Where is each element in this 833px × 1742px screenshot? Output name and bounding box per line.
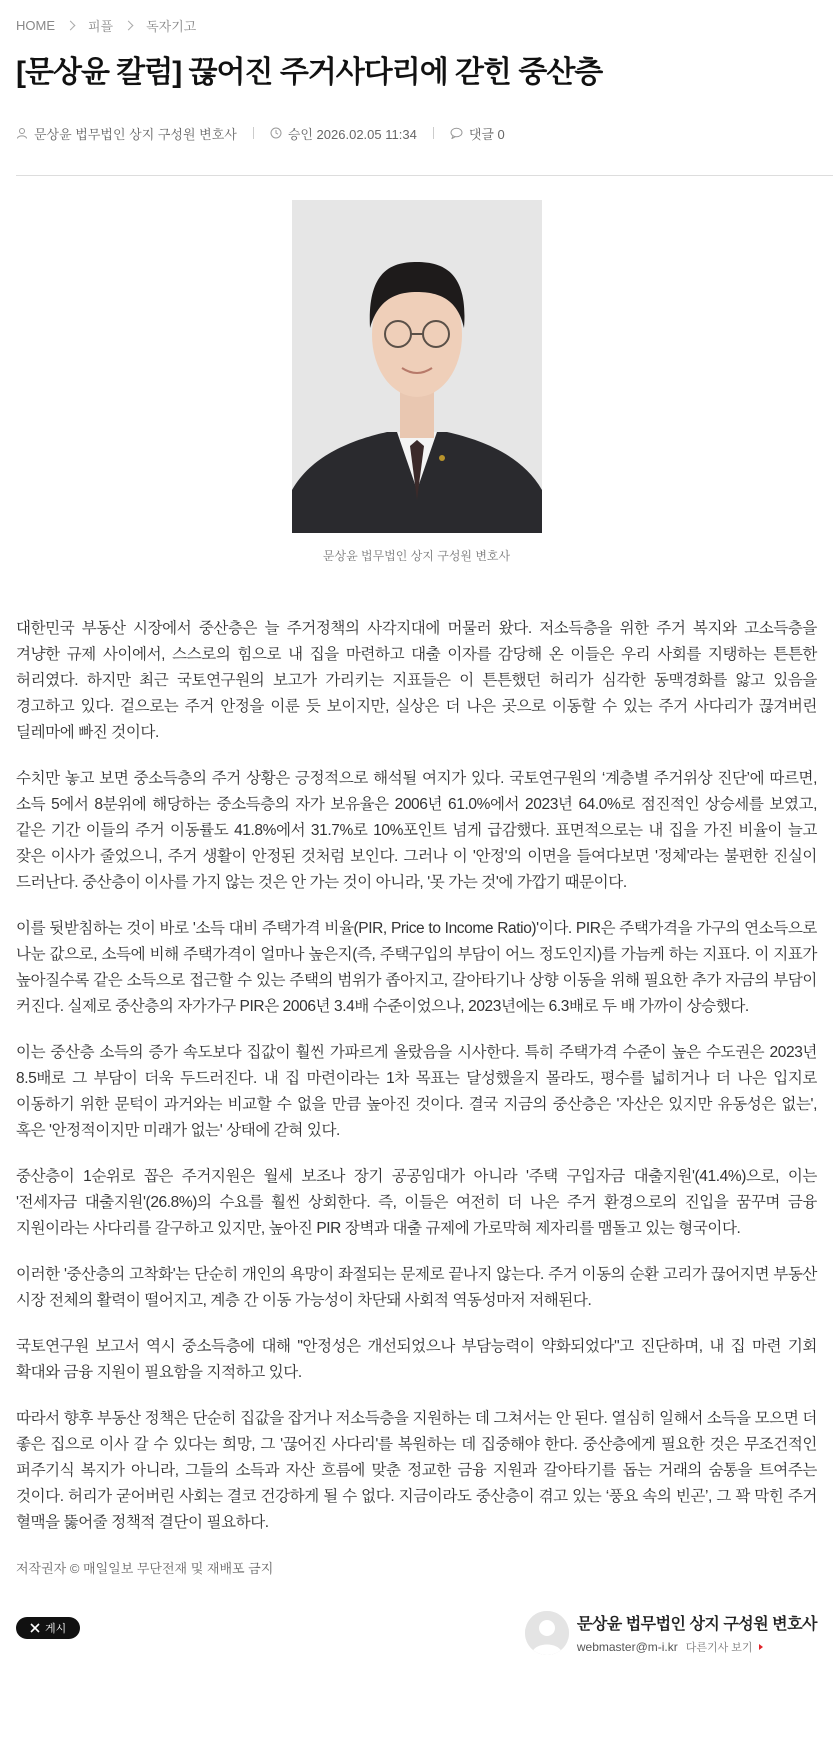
- meta-date: [270, 124, 417, 143]
- breadcrumb-section[interactable]: 피플: [88, 18, 114, 34]
- photo-caption: 문상윤 법무법인 상지 구성원 변호사: [322, 549, 511, 563]
- more-articles-label: 다른기사 보기: [685, 1642, 753, 1654]
- meta-divider: [433, 127, 434, 139]
- article-paragraph: 국토연구원 보고서 역시 중소득층에 대해 "안정성은 개선되었으나 부담능력이 약화되었다"고 진단하며, 내 집 마련 기회 확대와 금융 지원이 필요함을 지적하고 있다.: [16, 1338, 817, 1381]
- header-divider: [16, 175, 833, 176]
- footer-author-name: 문상윤 법무법인 상지 구성원 변호사: [576, 1616, 817, 1633]
- article-paragraph: 이는 중산층 소득의 증가 속도보다 집값이 훨씬 가파르게 올랐음을 시사한다. 특히 주택가격 수준이 높은 수도권은 2023년 8.5배로 그 부담이 더욱 두드러진다. 내 집 마련이라는 1차 목표는 달성했을지 몰라도, 평수를 넓히거나 더 나은 입지로 이동하기 위한 문턱이 과거와는 비교할 수 없을 만큼 높아진 것이다. 결국 지금의 중산층은 '자산은 있지만 유동성은 없는', 혹은 '안정적이지만 미래가 없는' 상태에 갇혀 있다.: [16, 1044, 817, 1139]
- article-paragraph: 이를 뒷받침하는 것이 바로 '소득 대비 주택가격 비율(PIR, Price to Income Ratio)'이다. PIR은 주택가격을 가구의 연소득으로 나눈 값으로, 소득에 비해 주택가격이 얼마나 높은지(즉, 주택구입의 부담이 어느 정도인지)를 가늠케 하는 지표다. 이 지표가 높아질수록 같은 소득으로 접근할 수 있는 주택의 범위가 좁아지고, 갈아타기나 상향 이동을 위해 필요한 추가 자금의 부담이 커진다. 실제로 중산층의 자가가구 PIR은 2006년 3.4배 수준이었으나, 2023년에는 6.3배로 두 배 가까이 상승했다.: [16, 920, 817, 1015]
- chevron-right-icon: [124, 20, 134, 30]
- author-avatar: [525, 1611, 569, 1655]
- breadcrumb: [16, 13, 817, 37]
- article-paragraph: 대한민국 부동산 시장에서 중산층은 늘 주거정책의 사각지대에 머물러 왔다. 저소득층을 위한 주거 복지와 고소득층을 겨냥한 규제 사이에서, 스스로의 힘으로 내 집을 마련하고 대출 이자를 감당해 온 이들은 우리 사회를 지탱하는 튼튼한 허리였다. 하지만 최근 국토연구원의 보고가 가리키는 지표들은 이 튼튼했던 허리가 심각한 동맥경화를 앓고 있음을 경고하고 있다. 겉으로는 주거 안정을 이룬 듯 보이지만, 실상은 더 나은 곳으로 이동할 수 있는 주거 사다리가 끊겨버린 딜레마에 빠진 것이다.: [16, 620, 817, 741]
- article-title: [문상윤 칼럼] 끊어진 주거사다리에 갇힌 중산층: [16, 56, 603, 89]
- article-paragraph: 이러한 '중산층의 고착화'는 단순히 개인의 욕망이 좌절되는 문제로 끝나지 않는다. 주거 이동의 순환 고리가 끊어지면 부동산 시장 전체의 활력이 떨어지고, 계층 간 이동 가능성이 차단돼 사회적 역동성마저 저해된다.: [16, 1266, 817, 1309]
- x-share-label: 게시: [45, 1623, 67, 1635]
- article-body: [16, 616, 817, 1536]
- chevron-right-icon: [66, 20, 76, 30]
- comment-icon: [450, 127, 463, 139]
- article-meta: [16, 121, 817, 145]
- x-logo-icon: [30, 1623, 40, 1633]
- author-info: [577, 1611, 817, 1655]
- meta-divider: [253, 127, 254, 139]
- more-articles-link[interactable]: [686, 1639, 763, 1655]
- author-contact: [577, 1639, 817, 1655]
- author-box: [525, 1611, 817, 1655]
- breadcrumb-subsection[interactable]: 독자기고: [146, 18, 197, 34]
- user-icon: [16, 127, 28, 139]
- article-figure: [16, 200, 817, 564]
- copyright-notice: 저작권자 © 매일일보 무단전재 및 재배포 금지: [16, 1561, 274, 1576]
- x-share-button[interactable]: [16, 1617, 80, 1639]
- article-paragraph: 따라서 향후 부동산 정책은 단순히 집값을 잡거나 저소득층을 지원하는 데 그쳐서는 안 된다. 열심히 일해서 소득을 모으면 더 좋은 집으로 이사 갈 수 있다는 희망, 그 '끊어진 사다리'를 복원하는 데 집중해야 한다. 중산층에게 필요한 것은 무조건적인 퍼주기식 복지가 아니라, 그들의 소득과 자산 흐름에 맞춘 정교한 금융 지원과 갈아타기를 돕는 거래의 숨통을 트여주는 것이다. 허리가 굳어버린 사회는 결코 건강하게 될 수 없다. 지금이라도 중산층이 겪고 있는 ‘풍요 속의 빈곤’, 그 꽉 막힌 주거 혈맥을 뚫어줄 정책적 결단이 필요하다.: [16, 1410, 817, 1531]
- comment-count[interactable]: 댓글 0: [468, 126, 505, 142]
- author-email[interactable]: webmaster@m-i.kr: [576, 1640, 678, 1654]
- article-paragraph: 수치만 놓고 보면 중소득층의 주거 상황은 긍정적으로 해석될 여지가 있다. 국토연구원의 ‘계층별 주거위상 진단’에 따르면, 소득 5에서 8분위에 해당하는 중소득층의 자가 보유율은 2006년 61.0%에서 2023년 64.0%로 점진적인 상승세를 보였고, 같은 기간 이들의 주거 이동률도 41.8%에서 31.7%로 10%포인트 넘게 급감했다. 표면적으로는 내 집을 가진 비율이 늘고 잦은 이사가 줄었으니, 주거 생활이 안정된 것처럼 보인다. 그러나 이 '안정'의 이면을 들여다보면 '정체'라는 불편한 진실이 드러난다. 중산층이 이사를 가지 않는 것은 안 가는 것이 아니라, '못 가는 것'에 가깝기 때문이다.: [16, 770, 817, 891]
- clock-icon: [270, 127, 282, 139]
- meta-comments[interactable]: [450, 124, 505, 143]
- article-footer: [16, 1611, 817, 1671]
- arrow-right-icon: [759, 1644, 763, 1650]
- portrait-image: [292, 200, 542, 533]
- meta-author: [16, 124, 237, 143]
- author-photo: [292, 200, 542, 533]
- article-paragraph: 중산층이 1순위로 꼽은 주거지원은 월세 보조나 장기 공공임대가 아니라 '주택 구입자금 대출지원'(41.4%)으로, 이는 '전세자금 대출지원'(26.8%)의 수요를 훨씬 상회한다. 즉, 이들은 여전히 더 나은 주거 환경으로의 진입을 꿈꾸며 금융 지원이라는 사다리를 갈구하고 있지만, 높아진 PIR 장벽과 대출 규제에 가로막혀 제자리를 맴돌고 있는 형국이다.: [16, 1168, 817, 1237]
- avatar-placeholder-icon: [525, 1611, 569, 1655]
- approved-date: 승인 2026.02.05 11:34: [287, 126, 417, 142]
- breadcrumb-home[interactable]: HOME: [16, 17, 55, 33]
- author-name: 문상윤 법무법인 상지 구성원 변호사: [34, 126, 237, 142]
